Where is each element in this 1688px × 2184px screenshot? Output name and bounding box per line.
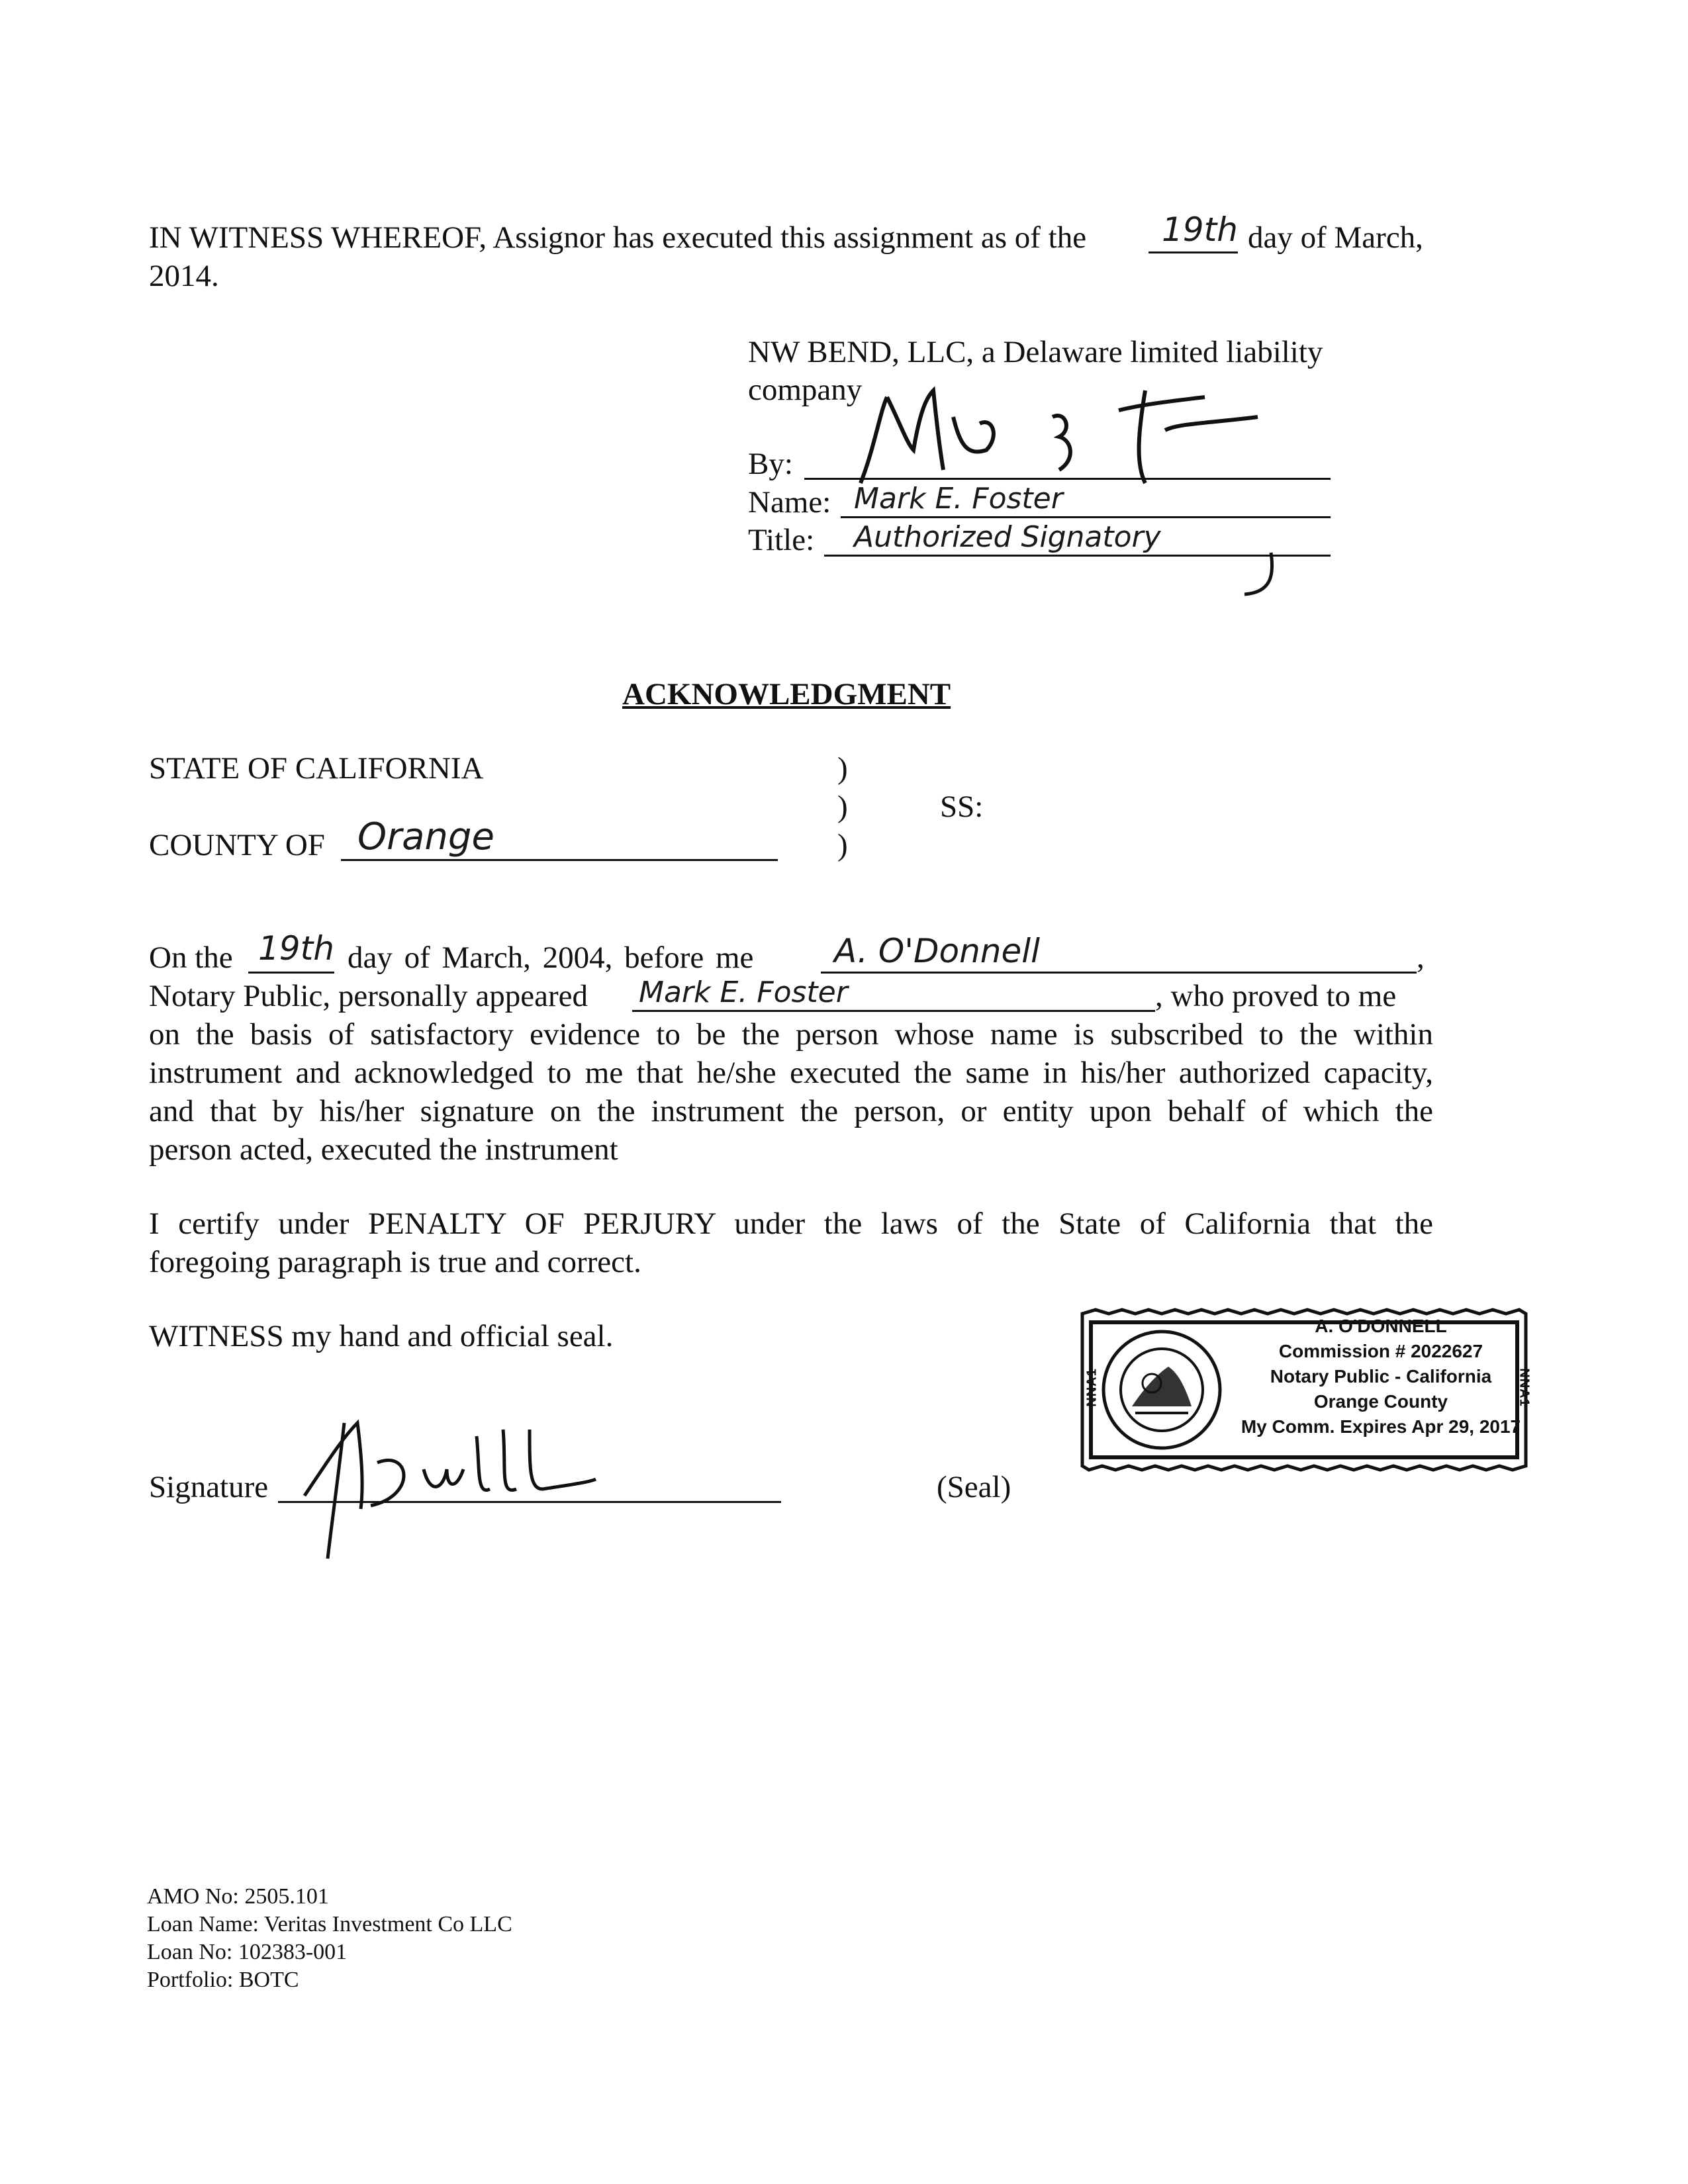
county-line: [341, 859, 778, 861]
assignor-signature: [834, 371, 1284, 490]
witness-text-after: day of March,: [1248, 220, 1423, 255]
name-label: Name:: [748, 485, 831, 520]
stamp-text-block: [1239, 1314, 1523, 1439]
name-line: [841, 516, 1331, 518]
para1-line3: on the basis of satisfactory evidence to be the person whose name is subscribed to the within: [149, 1017, 1433, 1052]
witness-seal-text: WITNESS my hand and official seal.: [149, 1319, 614, 1353]
seal-label: (Seal): [937, 1470, 1011, 1504]
footer-block: [147, 1883, 512, 1994]
stamp-side-id-right: NNA1: [1517, 1368, 1532, 1407]
para1-notary-handwritten: A. O'Donnell: [834, 932, 1041, 970]
para1-appeared-handwritten: Mark E. Foster: [639, 976, 848, 1009]
stamp-side-id-left: NNA1: [1084, 1368, 1100, 1407]
witness-year: 2014.: [149, 259, 219, 293]
by-label: By:: [748, 447, 793, 481]
title-flourish: [1205, 549, 1284, 602]
para2-line2: foregoing paragraph is true and correct.: [149, 1245, 641, 1279]
notary-stamp: [1076, 1307, 1532, 1473]
para1-on-the: On the: [149, 940, 233, 975]
footer-amo: AMO No: 2505.101: [147, 1884, 329, 1909]
name-handwritten: Mark E. Foster: [854, 482, 1063, 516]
para1-day-of: day of March, 2004, before me: [348, 940, 754, 975]
para1-appeared-line: [632, 1010, 1155, 1012]
witness-day-handwritten: 19th: [1162, 210, 1238, 249]
stamp-title: Notary Public - California: [1270, 1366, 1492, 1387]
para1-notary-line: [821, 972, 1417, 974]
stamp-name: A. O'DONNELL: [1315, 1316, 1447, 1336]
witness-text-before: IN WITNESS WHEREOF, Assignor has executed this assignment as of the: [149, 220, 1087, 255]
county-handwritten: Orange: [357, 815, 494, 858]
para1-line5: and that by his/her signature on the instrument the person, or entity upon behalf of which the: [149, 1094, 1433, 1128]
california-seal-icon: [1099, 1327, 1225, 1453]
title-label: Title:: [748, 523, 815, 557]
para1-line6: person acted, executed the instrument: [149, 1132, 618, 1167]
paren-3: ): [837, 828, 848, 862]
para1-line4: instrument and acknowledged to me that he/she executed the same in his/her authorized capacity,: [149, 1056, 1433, 1090]
company-line2: company: [748, 373, 863, 407]
stamp-expires: My Comm. Expires Apr 29, 2017: [1241, 1416, 1521, 1437]
company-line1: NW BEND, LLC, a Delaware limited liability: [748, 335, 1323, 369]
stamp-county: Orange County: [1313, 1391, 1448, 1412]
para1-day-handwritten: 19th: [258, 929, 334, 968]
stamp-commission: Commission # 2022627: [1278, 1341, 1483, 1361]
footer-portfolio: Portfolio: BOTC: [147, 1968, 299, 1992]
title-handwritten: Authorized Signatory: [854, 520, 1161, 554]
para2-line1: I certify under PENALTY OF PERJURY under the laws of the State of California that the: [149, 1206, 1433, 1241]
para1-who-proved: , who proved to me: [1155, 979, 1397, 1013]
para1-notary-public: Notary Public, personally appeared: [149, 979, 588, 1013]
ss-label: SS:: [940, 790, 984, 824]
signature-label: Signature: [149, 1470, 269, 1504]
para1-day-line: [248, 972, 334, 974]
witness-day-line: [1149, 251, 1238, 253]
footer-loan-name: Loan Name: Veritas Investment Co LLC: [147, 1912, 512, 1936]
paren-2: ): [837, 790, 848, 824]
footer-loan-no: Loan No: 102383-001: [147, 1940, 348, 1964]
state-line: STATE OF CALIFORNIA: [149, 751, 484, 786]
county-label: COUNTY OF: [149, 828, 325, 862]
witness-clause-line1: [149, 218, 1086, 257]
para1-comma: ,: [1417, 940, 1425, 975]
acknowledgment-heading: ACKNOWLEDGMENT: [622, 677, 951, 711]
notary-signature: [278, 1410, 609, 1562]
paren-1: ): [837, 751, 848, 786]
